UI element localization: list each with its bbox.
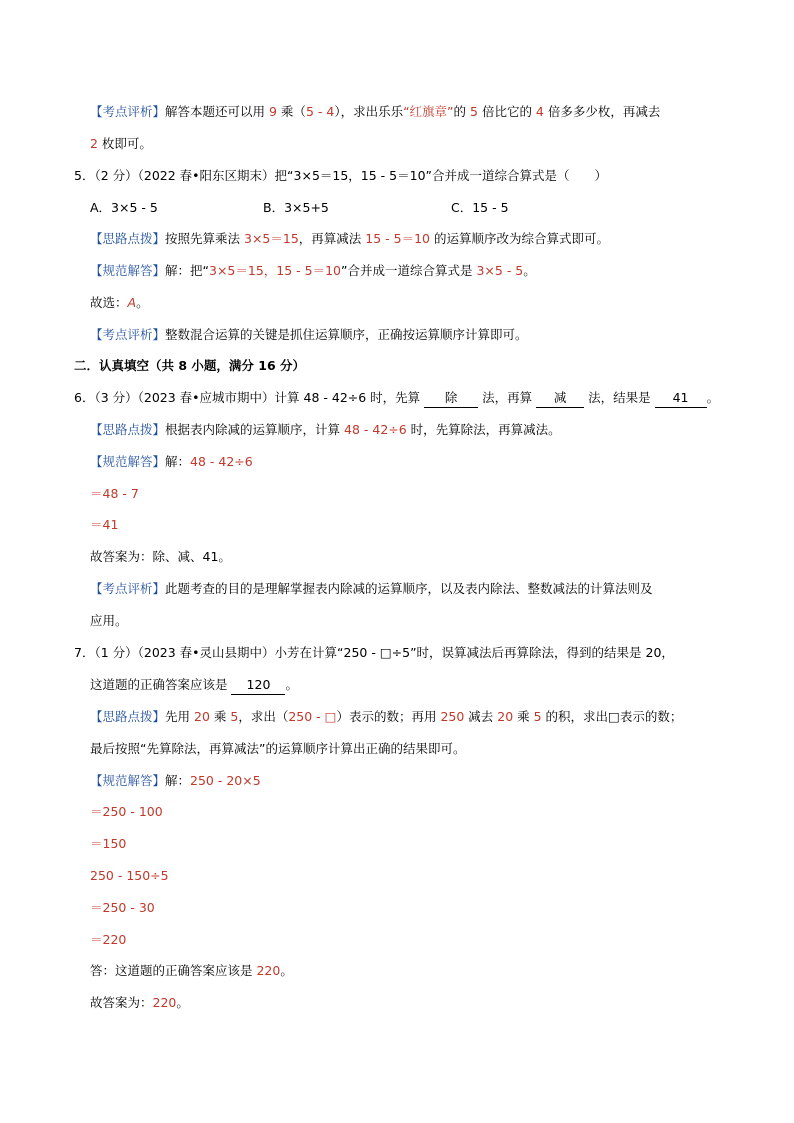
q7-hint-cont: 最后按照“先算除法，再算减法”的运算顺序计算出正确的结果即可。: [90, 741, 466, 756]
q7-answer-statement: 答：这道题的正确答案应该是 220。: [90, 963, 293, 978]
q5-solution: 【规范解答】解：把“3×5＝15，15 - 5＝10”合并成一道综合算式是 3×5 - 5。: [90, 263, 536, 278]
q6-solution: 【规范解答】解：48 - 42÷6: [90, 454, 253, 469]
q7-solution: 【规范解答】解：250 - 20×5: [90, 773, 261, 788]
q6-step-1: ＝48 - 7: [90, 486, 139, 501]
blank-answer: 120: [231, 676, 285, 695]
q7-step-3: 250 - 150÷5: [90, 868, 169, 883]
question-7-cont: 这道题的正确答案应该是 120 。: [90, 676, 298, 695]
analysis-line-2: 2 枚即可。: [90, 136, 152, 151]
q6-analysis: 【考点评析】此题考查的目的是理解掌握表内除减的运算顺序，以及表内除法、整数减法的计算法则及: [90, 581, 653, 596]
q7-answer: 故答案为：220。: [90, 995, 189, 1010]
blank-2: 减: [536, 389, 584, 408]
blank-1: 除: [424, 389, 478, 408]
blank-3: 41: [655, 389, 707, 408]
q7-hint: 【思路点拨】先用 20 乘 5，求出（250 - □）表示的数；再用 250 减去 20 乘 5 的积，求出□表示的数；: [90, 709, 683, 724]
question-5: 5．（2 分）（2022 春•阳东区期末）把“3×5＝15，15 - 5＝10”合并成一道综合算式是（ ）: [74, 168, 607, 183]
q6-step-2: ＝41: [90, 517, 119, 532]
tag-kaodian: 【考点评析】: [90, 104, 166, 119]
q7-step-5: ＝220: [90, 932, 127, 947]
question-6: 6．（3 分）（2023 春•应城市期中）计算 48 - 42÷6 时，先算 除 法，再算 减 法，结果是 41 。: [74, 389, 719, 408]
q7-step-4: ＝250 - 30: [90, 900, 155, 915]
analysis-line-1: 【考点评析】解答本题还可以用 9 乘（5 - 4），求出乐乐“红旗章”的 5 倍比它的 4 倍多多少枚，再减去: [90, 104, 661, 119]
q7-step-1: ＝250 - 100: [90, 804, 163, 819]
q5-analysis: 【考点评析】整数混合运算的关键是抓住运算顺序，正确按运算顺序计算即可。: [90, 327, 528, 342]
option-a: A．3×5 - 5: [90, 200, 158, 215]
option-c: C．15 - 5: [451, 200, 509, 215]
q5-choice: 故选：A。: [90, 295, 149, 310]
q6-hint: 【思路点拨】根据表内除减的运算顺序，计算 48 - 42÷6 时，先算除法，再算减法。: [90, 422, 561, 437]
q6-analysis-cont: 应用。: [90, 613, 128, 628]
option-b: B．3×5+5: [263, 200, 329, 215]
q7-step-2: ＝150: [90, 836, 127, 851]
question-7: 7．（1 分）（2023 春•灵山县期中）小芳在计算“250 - □÷5”时，误算减法后再算除法，得到的结果是 20，: [74, 645, 674, 660]
q6-answer: 故答案为：除、减、41。: [90, 549, 231, 564]
section-2-heading: 二．认真填空（共 8 小题，满分 16 分）: [74, 358, 306, 373]
q5-hint: 【思路点拨】按照先算乘法 3×5＝15，再算减法 15 - 5＝10 的运算顺序改为综合算式即可。: [90, 231, 609, 246]
